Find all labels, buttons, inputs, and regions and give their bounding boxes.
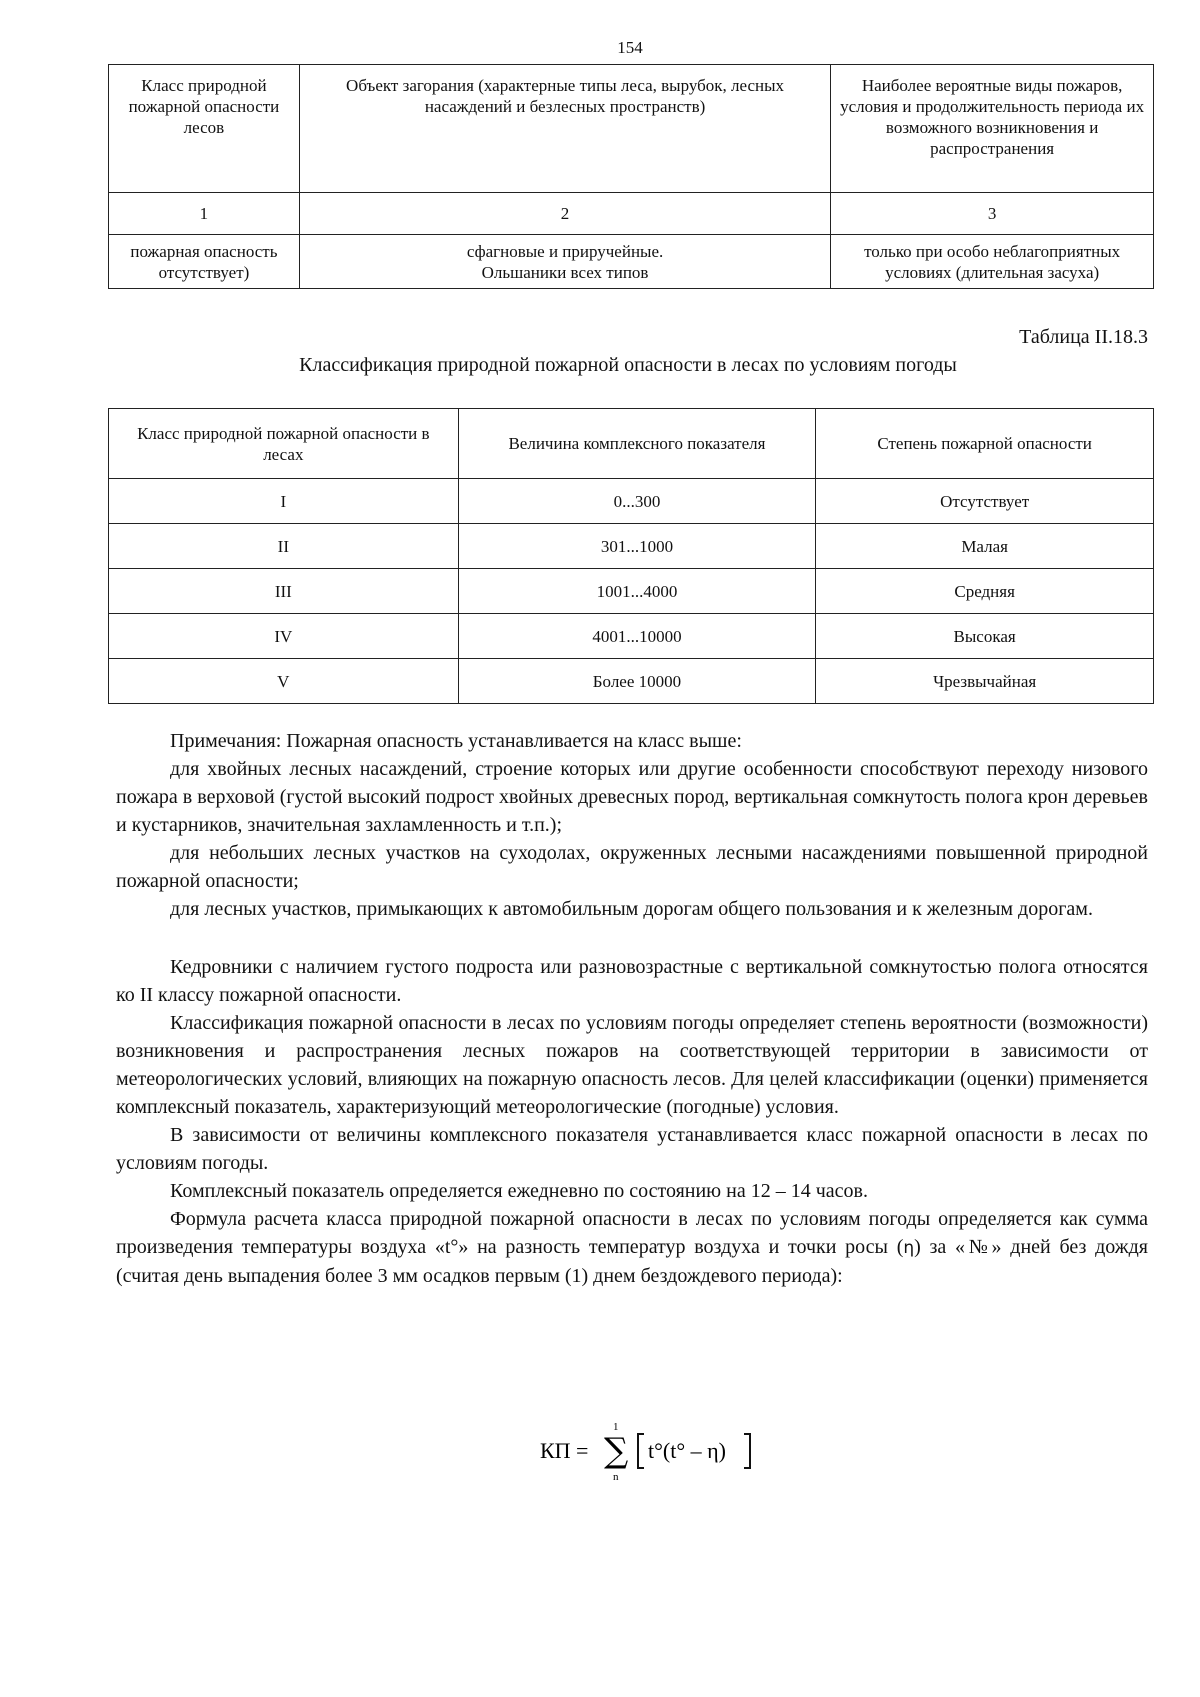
body-paragraph: Классификация пожарной опасности в лесах по условиям погоды определяет степень вероятности (возможности) возникновения и распространения лесных пожаров на соответствующей территории в зависимости от метеорологических условий, влияющих на пожарную опасность лесов. Для целей классификации (оценки) применяется комплексный показатель, характеризующий метеорологические (погодные) условия. bbox=[116, 1012, 1148, 1118]
column-number-row bbox=[109, 193, 1154, 235]
index-cell: 1001...4000 bbox=[458, 569, 816, 614]
degree-cell: Малая bbox=[816, 524, 1154, 569]
cell-line: отсутствует) bbox=[158, 262, 250, 282]
table-row bbox=[109, 659, 1154, 704]
class-cell: II bbox=[109, 524, 459, 569]
formula bbox=[540, 1416, 800, 1486]
formula-lhs: КП = bbox=[540, 1438, 589, 1463]
note-paragraph: для хвойных лесных насаждений, строение которых или другие особенности способствуют переходу низового пожара в верховой (густой высокий подрост хвойных древесных пород, вертикальная сомкнутость полога крон деревьев и кустарников, значительная захламленность и т.п.); bbox=[116, 758, 1148, 836]
eta-symbol: η bbox=[903, 1238, 915, 1258]
column-number: 3 bbox=[831, 193, 1154, 235]
header-cell: Класс природной пожарной опасности лесов bbox=[109, 65, 300, 193]
formula-expression: t°(t° – η) bbox=[648, 1438, 726, 1463]
text-run: Формула расчета класса природной пожарной опасности в лесах по условиям погоды определяется как сумма произведения температуры воздуха «t°» на разность температур воздуха и точки росы ( bbox=[116, 1208, 1148, 1258]
cell-line: Ольшаники всех типов bbox=[481, 262, 649, 282]
table-cell bbox=[831, 235, 1154, 289]
table-number: Таблица II.18.3 bbox=[1019, 326, 1148, 348]
header-cell: Наиболее вероятные виды пожаров, условия и продолжительность периода их возможного возникновения и распространения bbox=[831, 65, 1154, 193]
table-cell bbox=[299, 235, 830, 289]
table-row bbox=[109, 614, 1154, 659]
table-header-row bbox=[109, 409, 1154, 479]
table-cell bbox=[109, 235, 300, 289]
degree-cell: Чрезвычайная bbox=[816, 659, 1154, 704]
table-row bbox=[109, 479, 1154, 524]
body-paragraph bbox=[116, 1205, 1148, 1290]
note-paragraph: для лесных участков, примыкающих к автомобильным дорогам общего пользования и к железным дорогам. bbox=[170, 898, 1093, 920]
note-paragraph: для небольших лесных участков на суходолах, окруженных лесными насаждениями повышенной природной пожарной опасности; bbox=[116, 842, 1148, 892]
formula-right-bracket bbox=[744, 1434, 750, 1468]
table-row bbox=[109, 235, 1154, 289]
column-number: 1 bbox=[109, 193, 300, 235]
class-cell: I bbox=[109, 479, 459, 524]
text-run: ) за «№» дней без дождя (считая день выпадения более 3 мм осадков первым (1) днем бездождевого периода): bbox=[116, 1236, 1148, 1287]
class-cell: V bbox=[109, 659, 459, 704]
cell-line: только при особо неблагоприятных bbox=[864, 241, 1121, 261]
notes-section bbox=[116, 727, 1148, 1290]
degree-cell: Отсутствует bbox=[816, 479, 1154, 524]
table-row bbox=[109, 569, 1154, 614]
table-title: Классификация природной пожарной опасности в лесах по условиям погоды bbox=[299, 354, 957, 376]
body-paragraph: Комплексный показатель определяется ежедневно по состоянию на 12 – 14 часов. bbox=[170, 1180, 868, 1202]
class-cell: III bbox=[109, 569, 459, 614]
header-cell: Степень пожарной опасности bbox=[816, 409, 1154, 479]
table-header-row bbox=[109, 65, 1154, 193]
index-cell: 4001...10000 bbox=[458, 614, 816, 659]
page-number: 154 bbox=[617, 38, 643, 57]
class-cell: IV bbox=[109, 614, 459, 659]
weather-fire-class-table bbox=[108, 408, 1154, 704]
column-number: 2 bbox=[299, 193, 830, 235]
header-cell: Объект загорания (характерные типы леса, вырубок, лесных насаждений и безлесных пространств) bbox=[299, 65, 830, 193]
cell-line: условиях (длительная засуха) bbox=[885, 262, 1100, 282]
degree-cell: Средняя bbox=[816, 569, 1154, 614]
formula-sigma: ∑ bbox=[604, 1431, 629, 1471]
index-cell: Более 10000 bbox=[458, 659, 816, 704]
cell-line: сфагновые и приручейные. bbox=[466, 241, 664, 261]
body-paragraph: В зависимости от величины комплексного показателя устанавливается класс пожарной опасности в лесах по условиям погоды. bbox=[116, 1124, 1148, 1174]
header-cell: Класс природной пожарной опасности в лесах bbox=[109, 409, 459, 479]
cell-line: пожарная опасность bbox=[130, 241, 278, 261]
formula-upper-limit: 1 bbox=[613, 1421, 619, 1433]
table-row bbox=[109, 524, 1154, 569]
index-cell: 301...1000 bbox=[458, 524, 816, 569]
body-paragraph: Кедровники с наличием густого подроста или разновозрастные с вертикальной сомкнутостью полога относятся ко II классу пожарной опасности. bbox=[116, 956, 1148, 1006]
formula-lower-limit: n bbox=[613, 1471, 619, 1483]
degree-cell: Высокая bbox=[816, 614, 1154, 659]
index-cell: 0...300 bbox=[458, 479, 816, 524]
formula-left-bracket bbox=[638, 1434, 644, 1468]
header-cell: Величина комплексного показателя bbox=[458, 409, 816, 479]
fire-class-objects-table bbox=[108, 64, 1154, 289]
notes-heading: Примечания: Пожарная опасность устанавливается на класс выше: bbox=[170, 730, 742, 752]
